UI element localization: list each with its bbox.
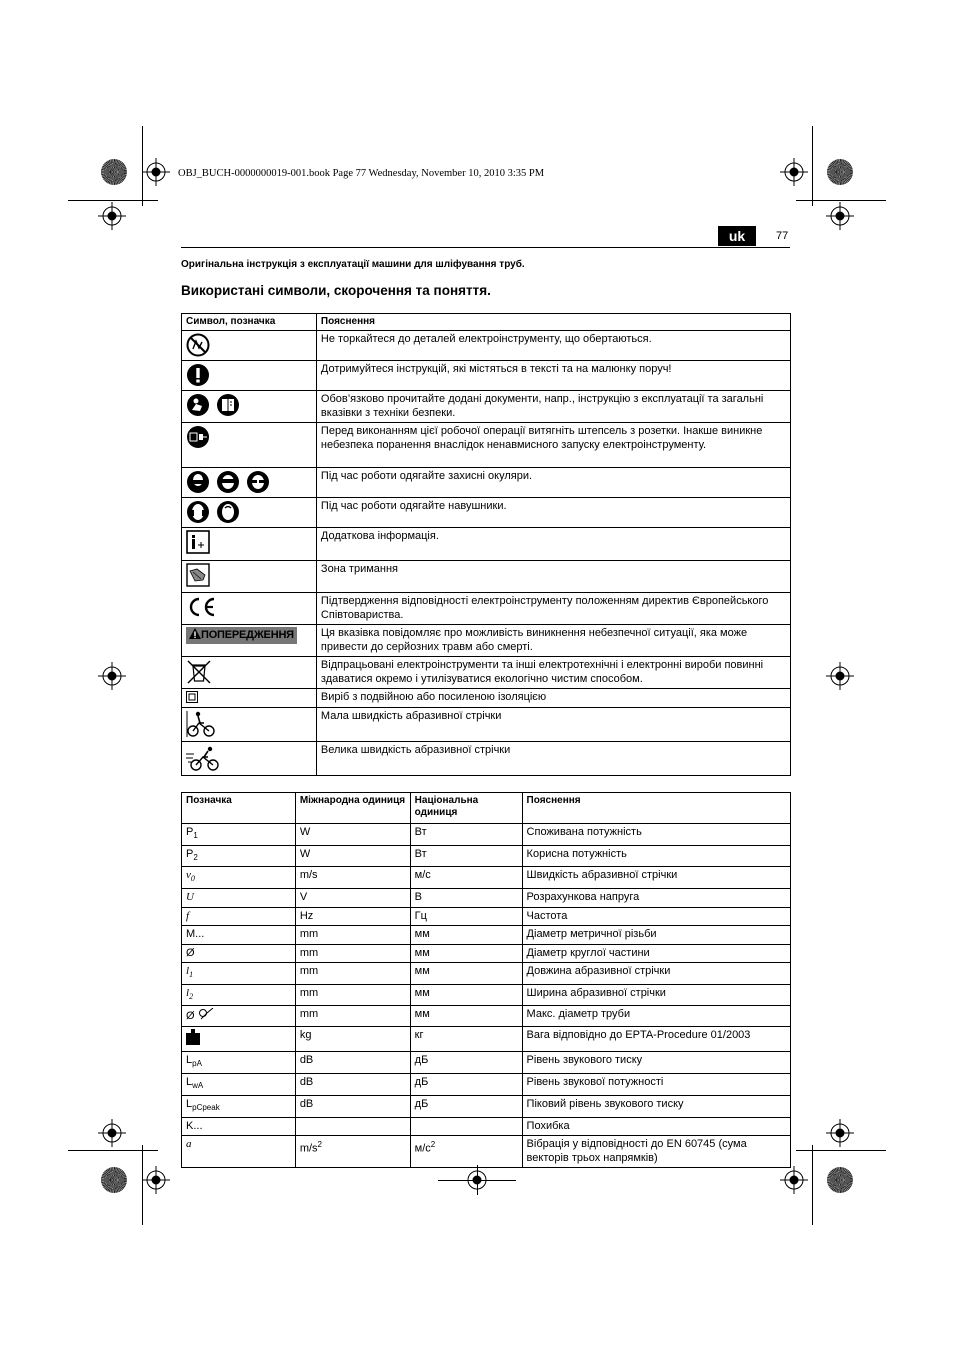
- table-row: [182, 361, 791, 391]
- unit-explanation: Споживана потужність: [522, 824, 790, 846]
- col-header-intl-unit: Міжнародна одиниця: [295, 793, 410, 824]
- national-unit: дБ: [414, 1097, 429, 1110]
- intl-unit-cell: [295, 1052, 410, 1074]
- slow-bike-icon: [186, 710, 216, 738]
- symbol-cell: [182, 1052, 296, 1074]
- table-row: [182, 944, 791, 963]
- national-unit-cell: [410, 1117, 522, 1136]
- national-unit-cell: [410, 1074, 522, 1096]
- print-slug: OBJ_BUCH-0000000019-001.book Page 77 Wednesday, November 10, 2010 3:35 PM: [178, 168, 545, 179]
- intl-unit: dB: [299, 1097, 314, 1110]
- table-row: [182, 498, 791, 528]
- symbol-cell: [182, 1074, 296, 1096]
- intl-unit: dB: [299, 1076, 314, 1089]
- national-unit: Вт: [414, 847, 427, 860]
- unit-explanation: Ширина абразивної стрічки: [522, 984, 790, 1006]
- intl-unit: mm: [299, 986, 319, 999]
- intl-unit-cell: [295, 944, 410, 963]
- unit-explanation: Розрахункова напруга: [522, 889, 790, 908]
- table-row: [182, 1074, 791, 1096]
- national-unit-cell: [410, 963, 522, 985]
- table-row: [182, 824, 791, 846]
- table-row: [182, 889, 791, 908]
- table-row: [182, 926, 791, 945]
- table-row: [182, 561, 791, 593]
- symbol-cell: [182, 944, 296, 963]
- symbol-explanation: Ця вказівка повідомляє про можливість виникнення небезпечної ситуації, яка може привести до серйозних травм або смерті.: [316, 625, 790, 657]
- national-unit: В: [414, 891, 423, 904]
- symbol-cell: [182, 1006, 296, 1027]
- national-unit: Вт: [414, 826, 427, 838]
- read-manual-icon: [186, 393, 210, 417]
- intl-unit-cell: [295, 907, 410, 926]
- symbol-cell: [182, 907, 296, 926]
- symbol-explanation: Обов’язково прочитайте додані документи, напр., інструкцію з експлуатації та загальні вказівки з техніки безпеки.: [316, 391, 790, 423]
- table-row: [182, 741, 791, 775]
- national-unit: мм: [414, 1008, 430, 1021]
- symbol-explanation: Під час роботи одягайте захисні окуляри.: [316, 468, 790, 498]
- col-header-explanation: Пояснення: [316, 314, 790, 331]
- symbol-explanation: Під час роботи одягайте навушники.: [316, 498, 790, 528]
- warning-badge-label: ПОПЕРЕДЖЕННЯ: [201, 629, 294, 641]
- national-unit: дБ: [414, 1054, 429, 1067]
- unit-explanation: Корисна потужність: [522, 845, 790, 867]
- national-unit-cell: [410, 1026, 522, 1052]
- grip-zone-icon: [186, 563, 210, 587]
- table-row: [182, 867, 791, 889]
- symbol-subscript: wA: [192, 1081, 204, 1091]
- national-unit-cell: [410, 907, 522, 926]
- symbol-explanation: Зона тримання: [316, 561, 790, 593]
- page-number: 77: [776, 230, 789, 242]
- symbol-explanation: Підтвердження відповідності електроінструменту положенням директив Європейського Співтовариства.: [316, 593, 790, 625]
- national-unit-cell: [410, 1095, 522, 1117]
- unit-explanation: Діаметр круглої частини: [522, 944, 790, 963]
- unplug-icon: [186, 425, 210, 449]
- table-row: [182, 1026, 791, 1052]
- national-unit: дБ: [414, 1076, 429, 1089]
- col-header-designation: Позначка: [182, 793, 296, 824]
- national-unit-cell: [410, 845, 522, 867]
- symbol-text: P: [186, 847, 194, 860]
- symbol-cell: [182, 1136, 296, 1168]
- national-unit-cell: [410, 1052, 522, 1074]
- intl-unit-cell: [295, 889, 410, 908]
- table-row: [182, 423, 791, 468]
- symbols-table: [181, 313, 791, 776]
- col-header-symbol: Символ, позначка: [182, 314, 317, 331]
- symbol-text: f: [186, 909, 190, 922]
- double-insulation-icon: [186, 691, 198, 703]
- national-unit: мм: [414, 986, 430, 999]
- book-icon: [216, 393, 240, 417]
- intl-unit-cell: [295, 1095, 410, 1117]
- table-row: [182, 689, 791, 708]
- language-badge: uk: [718, 226, 756, 246]
- warning-badge: [186, 627, 297, 644]
- warning-triangle-icon: [189, 628, 201, 639]
- symbol-cell: [182, 845, 296, 867]
- symbol-explanation: Не торкайтеся до деталей електроінструменту, що обертаються.: [316, 331, 790, 361]
- table-row: [182, 1006, 791, 1027]
- units-table-body: [182, 824, 791, 1168]
- symbol-cell: [182, 963, 296, 985]
- intl-unit: mm: [299, 965, 319, 978]
- weee-bin-icon: [186, 659, 212, 685]
- symbol-text: L: [186, 1054, 193, 1067]
- face-shield-icon: [216, 470, 240, 494]
- header-rule: [181, 247, 790, 248]
- symbol-cell: [182, 1117, 296, 1136]
- fast-bike-icon: [186, 744, 222, 772]
- national-unit: м/с: [414, 1142, 431, 1155]
- symbol-cell: [182, 1026, 296, 1052]
- col-header-national-unit: Національна одиниця: [410, 793, 522, 824]
- intl-unit-cell: [295, 963, 410, 985]
- ce-mark-icon: [186, 595, 216, 619]
- color-rosette-bottom-right: [827, 1167, 853, 1193]
- unit-explanation: Діаметр метричної різьби: [522, 926, 790, 945]
- national-unit-cell: [410, 1006, 522, 1027]
- symbol-subscript: pA: [192, 1059, 202, 1069]
- intl-unit-cell: [295, 926, 410, 945]
- goggles-icon: [186, 470, 210, 494]
- intl-unit: mm: [299, 946, 319, 959]
- intl-unit-cell: [295, 1074, 410, 1096]
- intl-unit: kg: [299, 1028, 312, 1041]
- ear-protection-icon: [186, 500, 210, 524]
- table-row: [182, 963, 791, 985]
- symbol-subscript: 1: [193, 831, 198, 841]
- national-unit: Гц: [414, 909, 427, 922]
- col-header-explanation: Пояснення: [522, 793, 790, 824]
- intl-unit-cell: [295, 867, 410, 889]
- ear-muff-icon: [216, 500, 240, 524]
- symbol-subscript: 1: [189, 970, 194, 980]
- symbol-text: M...: [186, 928, 205, 941]
- symbol-cell: [182, 1095, 296, 1117]
- table-row: [182, 1117, 791, 1136]
- intl-unit: W: [299, 847, 311, 860]
- intl-unit: Hz: [299, 909, 314, 922]
- table-row: [182, 391, 791, 423]
- unit-explanation: Вага відповідно до EPTA-Procedure 01/2003: [522, 1026, 790, 1052]
- symbol-text: K...: [186, 1119, 203, 1132]
- pipe-diameter-icon: [198, 1008, 214, 1020]
- symbol-cell: [182, 926, 296, 945]
- table-row: [182, 1136, 791, 1168]
- intl-unit: m/s: [299, 1142, 318, 1155]
- table-row: [182, 707, 791, 741]
- table-row: [182, 845, 791, 867]
- symbol-explanation: Відпрацьовані електроінструменти та інші електротехнічні і електронні вироби повинні здаватися окремо і утилізуватися екологічно чистим способом.: [316, 657, 790, 689]
- glasses-icon: [246, 470, 270, 494]
- intl-unit-exponent: 2: [317, 1140, 322, 1149]
- info-icon: [186, 530, 210, 554]
- symbol-text: a: [186, 1138, 192, 1150]
- intl-unit-cell: [295, 845, 410, 867]
- national-unit: кг: [414, 1028, 424, 1041]
- table-row: [182, 1052, 791, 1074]
- symbol-explanation: Перед виконанням цієї робочої операції витягніть штепсель з розетки. Інакше виникне небезпека поранення внаслідок ненавмисного запуску електроінструменту.: [316, 423, 790, 468]
- unit-explanation: Рівень звукового тиску: [522, 1052, 790, 1074]
- no-touch-icon: [186, 333, 210, 357]
- section-heading: Використані символи, скорочення та поняття.: [181, 283, 491, 298]
- symbol-text: l: [186, 986, 190, 999]
- unit-explanation: Довжина абразивної стрічки: [522, 963, 790, 985]
- document-subtitle: Оригінальна інструкція з експлуатації машини для шліфування труб.: [181, 259, 525, 270]
- national-unit-cell: [410, 824, 522, 846]
- symbol-cell: [182, 984, 296, 1006]
- color-rosette-top-right: [827, 159, 853, 185]
- intl-unit-cell: [295, 824, 410, 846]
- unit-explanation: Вібрація у відповідності до EN 60745 (сума векторів трьох напрямків): [522, 1136, 790, 1168]
- table-row: [182, 468, 791, 498]
- symbol-text: L: [186, 1097, 193, 1110]
- symbol-cell: [182, 889, 296, 908]
- symbol-subscript: 2: [193, 852, 198, 862]
- intl-unit: dB: [299, 1054, 314, 1067]
- weight-icon: [186, 1029, 200, 1045]
- national-unit-cell: [410, 867, 522, 889]
- national-unit-cell: [410, 926, 522, 945]
- units-table: [181, 792, 791, 1168]
- national-unit-cell: [410, 889, 522, 908]
- symbol-explanation: Дотримуйтеся інструкцій, які містяться в тексті та на малюнку поруч!: [316, 361, 790, 391]
- national-unit-cell: [410, 984, 522, 1006]
- symbol-explanation: Додаткова інформація.: [316, 528, 790, 561]
- table-row: [182, 528, 791, 561]
- table-row: [182, 907, 791, 926]
- units-table-header: [182, 793, 791, 824]
- intl-unit-cell: [295, 1026, 410, 1052]
- intl-unit-cell: [295, 1117, 410, 1136]
- table-row: [182, 331, 791, 361]
- unit-explanation: Піковий рівень звукового тиску: [522, 1095, 790, 1117]
- intl-unit: V: [299, 891, 308, 904]
- symbol-text: U: [186, 891, 194, 904]
- symbol-subscript: pCpeak: [192, 1103, 220, 1112]
- intl-unit-cell: [295, 984, 410, 1006]
- symbol-cell: [182, 867, 296, 889]
- symbol-subscript: 0: [190, 874, 195, 884]
- symbol-explanation: Велика швидкість абразивної стрічки: [316, 741, 790, 775]
- intl-unit-cell: [295, 1136, 410, 1168]
- national-unit: мм: [414, 946, 430, 959]
- unit-explanation: Швидкість абразивної стрічки: [522, 867, 790, 889]
- symbol-text: l: [186, 965, 190, 978]
- symbol-text: L: [186, 1076, 193, 1089]
- national-unit-exponent: 2: [430, 1140, 436, 1149]
- intl-unit: m/s: [299, 869, 318, 882]
- national-unit: мм: [414, 965, 430, 978]
- intl-unit: mm: [299, 1008, 319, 1021]
- unit-explanation: Частота: [522, 907, 790, 926]
- table-row: [182, 984, 791, 1006]
- color-rosette-bottom-left: [101, 1167, 127, 1193]
- symbol-text: P: [186, 826, 194, 838]
- symbol-explanation: Мала швидкість абразивної стрічки: [316, 707, 790, 741]
- unit-explanation: Рівень звукової потужності: [522, 1074, 790, 1096]
- unit-explanation: Похибка: [522, 1117, 790, 1136]
- national-unit: мм: [414, 928, 430, 941]
- intl-unit-cell: [295, 1006, 410, 1027]
- table-row: [182, 593, 791, 625]
- symbol-subscript: 2: [189, 991, 194, 1001]
- symbol-text: Ø: [186, 946, 195, 959]
- symbol-cell: [182, 824, 296, 846]
- national-unit: м/с: [414, 869, 431, 882]
- intl-unit: mm: [299, 928, 319, 941]
- symbol-explanation: Виріб з подвійною або посиленою ізоляцією: [316, 689, 790, 708]
- table-row: [182, 1095, 791, 1117]
- symbol-text: v: [186, 869, 191, 882]
- symbols-table-header: [182, 314, 791, 331]
- color-rosette-top-left: [101, 159, 127, 185]
- national-unit-cell: [410, 944, 522, 963]
- unit-explanation: Макс. діаметр труби: [522, 1006, 790, 1027]
- intl-unit: W: [299, 826, 311, 838]
- table-row: [182, 625, 791, 657]
- symbol-text: Ø: [186, 1010, 195, 1023]
- exclamation-icon: [186, 363, 210, 387]
- national-unit-cell: [410, 1136, 522, 1168]
- table-row: [182, 657, 791, 689]
